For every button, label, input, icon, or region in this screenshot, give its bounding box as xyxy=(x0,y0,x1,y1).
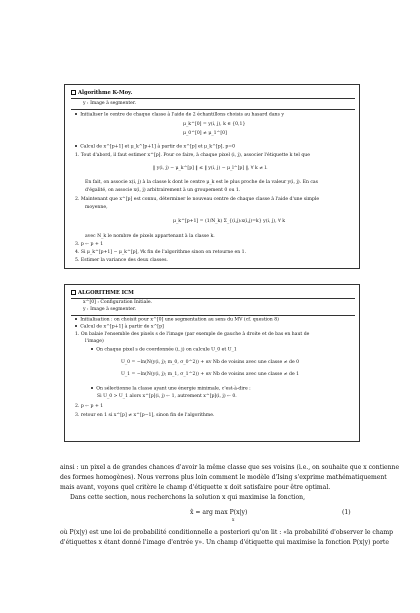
algo1-step4: 4. Si μ_k^[p+1] − μ_k^[p], ∀k fin de l'algorithme sinon on retourne en 1. xyxy=(75,250,247,255)
paragraph-line: ainsi : un pixel a de grandes chances d'avoir la même classe que ses voisins (i.e., on souhaite que x contienne xyxy=(60,464,400,471)
algo2-input2: y : Image à segmenter. xyxy=(83,307,137,312)
algo2-u0-eq: U_0 = −ln(N(y(i, j); m_0, σ_0^2)) + αv Nb de voisins avec une classe ≠ de 0 xyxy=(121,360,300,365)
algo1-calc-line xyxy=(75,145,235,150)
equation: x̂ = arg max P(x|y) xyxy=(190,509,248,516)
algo2-step1: 1. On balaie l'ensemble des pixels s de l'image (par exemple de gauche à droite et de bas en haut de xyxy=(75,332,310,337)
paragraph-line: où P(x|y) est une loi de probabilité conditionnelle a posteriori qu'on lit : «la probabilité d'observer le champ xyxy=(60,529,394,536)
algo2-select-line xyxy=(91,387,251,392)
algo1-step1: 1. Tout d'abord, il faut estimer x^[p]. Pour ce faire, à chaque pixel (i, j), associer l'étiquette k tel que xyxy=(75,153,310,158)
algo1-step2-text: moyenne, xyxy=(85,205,108,210)
algo2-init: Initialisation : on choisit pour x^[0] une segmentation au sens du MV (cf. question 8) xyxy=(80,317,279,323)
square-bullet-icon xyxy=(71,290,76,295)
algo1-step1-eq: ‖ y(i, j) − μ_k^[p] ‖ ≤ ‖ y(i, j) − μ_l^[p] ‖, ∀ k ≠ l. xyxy=(153,166,268,171)
algo2-step1-sub: On chaque pixel s de coordonnée (i, j) on calcule U_0 et U_1 xyxy=(96,347,237,353)
paragraph-line: Dans cette section, nous recherchons la solution x qui maximise la fonction, xyxy=(70,494,306,501)
square-bullet-icon xyxy=(71,90,76,95)
algo2-step2: 2. p ← p + 1 xyxy=(75,404,104,409)
paragraph-line: d'étiquettes x étant donné l'image d'entrée y». Un champ d'étiquette qui maximise la fonction P(x|y) porte xyxy=(60,539,389,546)
bullet-icon xyxy=(91,348,93,350)
algo2-select-rule: Si U_0 > U_1 alors x^[p](i, j) ← 1, autrement x^[p](i, j) ← 0. xyxy=(97,394,237,399)
algo2-calc: Calcul de x^[p+1] à partir de x^[p] xyxy=(80,324,164,330)
algorithm-icm-box xyxy=(64,284,360,442)
algo2-step1-text: l'image) xyxy=(85,339,104,344)
algo1-eq1a: μ_k^[0] = y(i, j), k ∈ {0,1} xyxy=(183,122,246,127)
bullet-icon xyxy=(75,145,77,147)
algo2-input1: x^[0] : Configuration Initiale. xyxy=(83,300,152,305)
algo1-step2: 2. Maintenant que x^[p] est connu, déterminer le nouveau centre de chaque classe à l'aide d'une simple xyxy=(75,197,320,202)
algo1-eq1b: μ_0^[0] ≠ μ_1^[0] xyxy=(183,131,227,136)
bullet-icon xyxy=(91,387,93,389)
paragraph-line: des formes homogènes). Nous verrons plus loin comment le modèle d'Ising s'exprime mathématiquement xyxy=(60,474,387,481)
bullet-icon xyxy=(75,318,77,320)
algo2-init-line xyxy=(75,318,279,323)
algo1-title: Algorithme K-Moy. xyxy=(78,90,133,96)
equation-number: (1) xyxy=(342,509,351,516)
algo1-calc: Calcul de x^[p+1] et μ_k^[p+1] à partir de x^[p] et μ_k^[p], p=0 xyxy=(80,144,236,150)
algo1-step2-eq: μ_k^[p+1] = (1/N_k) Σ_{(i,j):x(i,j)=k} y(i, j), ∀ k xyxy=(173,219,286,224)
algo1-step1-text2: d'égalité, on associe x(i, j) arbitrairement à un groupement 0 ou 1. xyxy=(85,188,241,193)
paragraph-line: mais avant, voyons quel critère le champ d'étiquette x doit satisfaire pour être optimal. xyxy=(60,484,331,491)
algo1-input: y : Image à segmenter. xyxy=(83,101,137,106)
divider xyxy=(71,315,355,316)
algo2-calc-line xyxy=(75,325,164,330)
bullet-icon xyxy=(75,325,77,327)
equation-subscript: x xyxy=(232,517,235,522)
bullet-icon xyxy=(75,113,77,115)
algo2-title: ALGORITHME ICM xyxy=(78,290,134,296)
algo2-select: On sélectionne la classe ayant une énergie minimale, c'est-à-dire : xyxy=(96,386,251,392)
algo2-u1-eq: U_1 = −ln(N(y(i, j); m_1, σ_1^2)) + αv Nb de voisins avec une classe ≠ de 1 xyxy=(121,372,300,377)
algo2-title-line xyxy=(71,290,134,296)
algo2-step1-sub-line xyxy=(91,348,237,353)
algo1-init-line xyxy=(75,113,284,118)
algo2-step3: 3. retour en 1 si x^[p] ≠ x^[p−1], sinon fin de l'algorithme. xyxy=(75,413,215,418)
algorithm-kmoy-box xyxy=(64,84,360,269)
algo1-step5: 5. Estimer la variance des deux classes. xyxy=(75,258,168,263)
algo1-step2-note: avec N_k le nombre de pixels appartenant à la classe k. xyxy=(85,234,215,239)
algo1-step1-text: En fait, on associe x(i, j) à la classe k dont le centre μ_k est le plus proche de la valeur y(i, j). En cas xyxy=(85,180,319,185)
divider xyxy=(71,98,355,99)
algo1-title-line xyxy=(71,90,132,96)
divider xyxy=(71,109,355,110)
algo1-step3: 3. p ← p + 1 xyxy=(75,242,104,247)
divider xyxy=(71,298,355,299)
algo1-init: Initialiser le centre de chaque classe à l'aide de 2 échantillons choisis au hasard dans y xyxy=(80,112,284,118)
